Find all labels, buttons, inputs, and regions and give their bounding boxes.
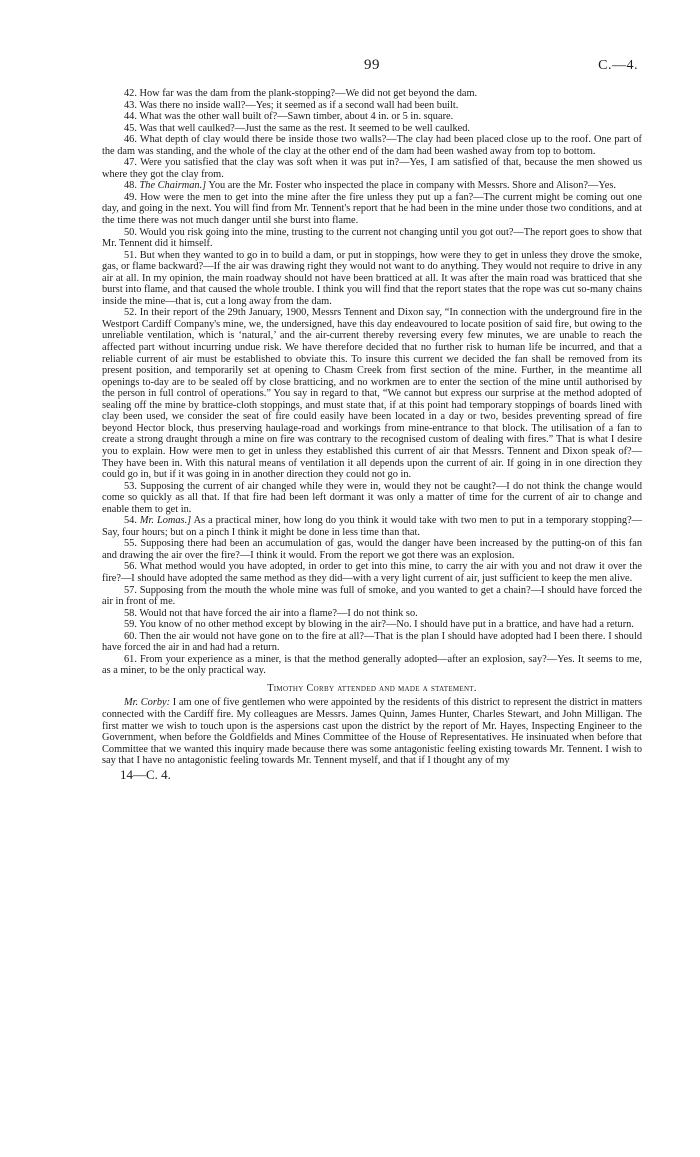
question-paragraph <box>102 608 642 620</box>
question-text: Would not that have forced the air into a flame?—I do not think so. <box>139 607 418 619</box>
statement-speaker: Mr. Corby: <box>124 697 171 709</box>
question-number: 53. <box>124 480 137 492</box>
question-text: What was the other wall built of?—Sawn timber, about 4 in. or 5 in. square. <box>139 111 454 123</box>
question-number: 54. <box>124 515 137 527</box>
question-text: How were the men to get into the mine after the fire unless they put up a fan?—The current might be coming out one day, and going in the next. You will find from Mr. Tennent's report that he had been in the mine under those two conditions, and at the time there was not much danger until she burst into flame. <box>102 191 642 227</box>
question-text: Supposing there had been an accumulation of gas, would the danger have been increased by the putting-on of this fan and drawing the air over the fire?—I think it would. From the report we got there was an explosion. <box>102 538 642 561</box>
question-text: Then the air would not have gone on to the fire at all?—That is the plan I should have adopted had I been there. I should have forced the air in and had had a return. <box>102 630 642 654</box>
question-text: You are the Mr. Foster who inspected the place in company with Messrs. Shore and Alison?—Yes. <box>208 180 616 192</box>
question-number: 52. <box>124 307 137 319</box>
question-text: Supposing the current of air changed while they were in, would they not be caught?—I do not think the change would come so quickly as all that. If that fire had been left dormant it was only a matter of time for the current of air to change and enable them to get in. <box>102 480 642 515</box>
question-speaker: The Chairman.] <box>139 180 207 192</box>
question-number: 61. <box>124 653 137 665</box>
question-paragraph <box>102 227 642 250</box>
question-number: 47. <box>124 157 137 169</box>
question-number: 57. <box>124 584 137 596</box>
question-number: 56. <box>124 561 137 573</box>
question-number: 46. <box>124 134 137 146</box>
question-text: How far was the dam from the plank-stopping?—We did not get beyond the dam. <box>139 88 478 99</box>
question-paragraph <box>102 307 642 480</box>
question-number: 55. <box>124 538 137 550</box>
question-paragraph <box>102 585 642 608</box>
question-text: In their report of the 29th January, 1900, Messrs Tennent and Dixon say, “In connection with the underground fire in the Westport Cardiff Company's mine, we, the undersigned, have this day endeavoured to locate position of said fire, but owing to the unreliable ventilation, which is ‘natural,’ and the air-current thereby reversing every few minutes, we are unable to reach the affected part without incurring undue risk. We have therefore decided that no further risk to human life be incurred, and that a reliable current of air must be established to obviate this. To insure this current we decided the fan shall be removed from its present position, and temporarily set at opening to Chasm Creek from first section of the mine. Further, in the meantime all openings to-day are to be sealed off by close bratticing, and no workmen are to enter the section of the mine until authorised by the person in full control of operations.” You say in regard to that, “We cannot but express our surprise at the method adopted of sealing off the mine by brattice-cloth stoppings, and must state that, if at this point had temporary stoppings of boards lined with clay been used, we consider the seat of fire could easily have been located in a day or two, besides preventing spread of fire beyond Hector block, thus preserving haulage-road and workings from mine-entrance to that block. The utilisation of a fan to create a strong draught through a mine on fire was contrary to the recognised custom of dealing with fires.” That is what I desire you to explain. How were men to get in unless they established this current of air that Messrs. Tennent and Dixon speak of?—They have been in. With this natural means of ventilation it all depends upon the current of air. If going in in one direction they could go in, but if it was going in in another direction they could not go in. <box>102 307 642 481</box>
page-header <box>102 54 642 88</box>
question-text: As a practical miner, how long do you think it would take with two men to put in a temporary stopping?—Say, four hours; but on a pinch I think it might be done in less time than that. <box>102 515 643 538</box>
question-text: What method would you have adopted, in order to get into this mine, to carry the air with you and not draw it over the fire?—I should have adopted the same method as they did—with a very light current of air, just sufficient to keep the men alive. <box>102 561 642 584</box>
question-paragraph <box>102 88 642 100</box>
question-number: 58. <box>124 607 137 619</box>
question-number: 49. <box>124 191 137 203</box>
question-paragraph <box>102 157 642 180</box>
question-number: 51. <box>124 249 137 261</box>
question-number: 48. <box>124 180 137 192</box>
document-code: C.—4. <box>598 58 638 73</box>
question-paragraph <box>102 192 642 227</box>
question-text: What depth of clay would there be inside those two walls?—The clay had been placed close up to the roof. One part of the dam was standing, and the whole of the clay at the other end of the dam had been washed away from top to bottom. <box>102 134 643 157</box>
question-paragraph <box>102 515 642 538</box>
question-paragraph <box>102 123 642 135</box>
question-number: 45. <box>124 122 137 134</box>
question-text: From your experience as a miner, is that the method generally adopted—after an explosion, say?—Yes. It seems to me, as a miner, to be the only practical way. <box>102 653 642 677</box>
question-number: 60. <box>124 630 137 642</box>
statement-text: I am one of five gentlemen who were appointed by the residents of this district to represent the district in matters connected with the Cardiff fire. My colleagues are Messrs. James Quinn, James Hunter, Charles Stewart, and John Milligan. The first matter we wish to touch upon is the aspersions cast upon the district by the report of Mr. Hayes, Inspecting Engineer to the Government, when before the Goldfields and Mines Committee of the House of Representatives. He insinuated when before that Committee that we wanted this inquiry made because there was some antagonistic feeling existing towards Mr. Tennent. I wish to say that I have no antagonistic feeling towards Mr. Tennent myself, and that if I thought any of my <box>102 697 642 767</box>
question-paragraph <box>102 654 642 677</box>
question-paragraph <box>102 111 642 123</box>
attendance-line: Timothy Corby attended and made a statement. <box>267 682 477 694</box>
statement-paragraph <box>102 697 642 766</box>
question-paragraph <box>102 538 642 561</box>
question-text: Was there no inside wall?—Yes; it seemed as if a second wall had been built. <box>139 99 459 111</box>
question-paragraph <box>102 250 642 308</box>
question-text: Would you risk going into the mine, trusting to the current not changing until you got out?—The report goes to show that Mr. Tennent did it himself. <box>102 226 642 250</box>
question-text: Was that well caulked?—Just the same as the rest. It seemed to be well caulked. <box>139 122 470 134</box>
question-number: 59. <box>124 619 137 631</box>
question-number: 42. <box>124 88 137 99</box>
question-text: You know of no other method except by blowing in the air?—No. I should have put in a brattice, and have had a return. <box>139 619 634 631</box>
question-text: But when they wanted to go in to build a dam, or put in stoppings, how were they to get in unless they drove the smoke, gas, or flame backward?—If the air was drawing right they would not want to do anything. They would not require to drive in any air at all. In my opinion, the main roadway should not have been bratticed at all. It was after the main road was bratticed that she burst into flame, and that caused the whole trouble. I think you will find that the report states that the rope was cut so-many chains inside the mine—that is, cut a long away from the dam. <box>102 249 642 307</box>
question-paragraph <box>102 100 642 112</box>
question-number: 43. <box>124 99 137 111</box>
page-signature: 14—C. 4. <box>120 766 171 782</box>
question-text: Supposing from the mouth the whole mine was full of smoke, and you wanted to get a chain?—I should have forced the air in front of me. <box>102 584 642 608</box>
question-speaker: Mr. Lomas.] <box>139 515 192 527</box>
question-paragraph <box>102 631 642 654</box>
statement <box>102 697 642 766</box>
question-text: Were you satisfied that the clay was soft when it was put in?—Yes, I am satisfied of that, because the men showed us where they got the clay from. <box>102 157 642 180</box>
question-paragraph <box>102 180 642 192</box>
question-paragraph <box>102 481 642 516</box>
question-number: 50. <box>124 226 137 238</box>
question-paragraph <box>102 561 642 584</box>
question-number: 44. <box>124 111 137 123</box>
page-number: 99 <box>364 57 380 73</box>
question-answer-list <box>102 88 642 677</box>
question-paragraph <box>102 619 642 631</box>
question-paragraph <box>102 134 642 157</box>
